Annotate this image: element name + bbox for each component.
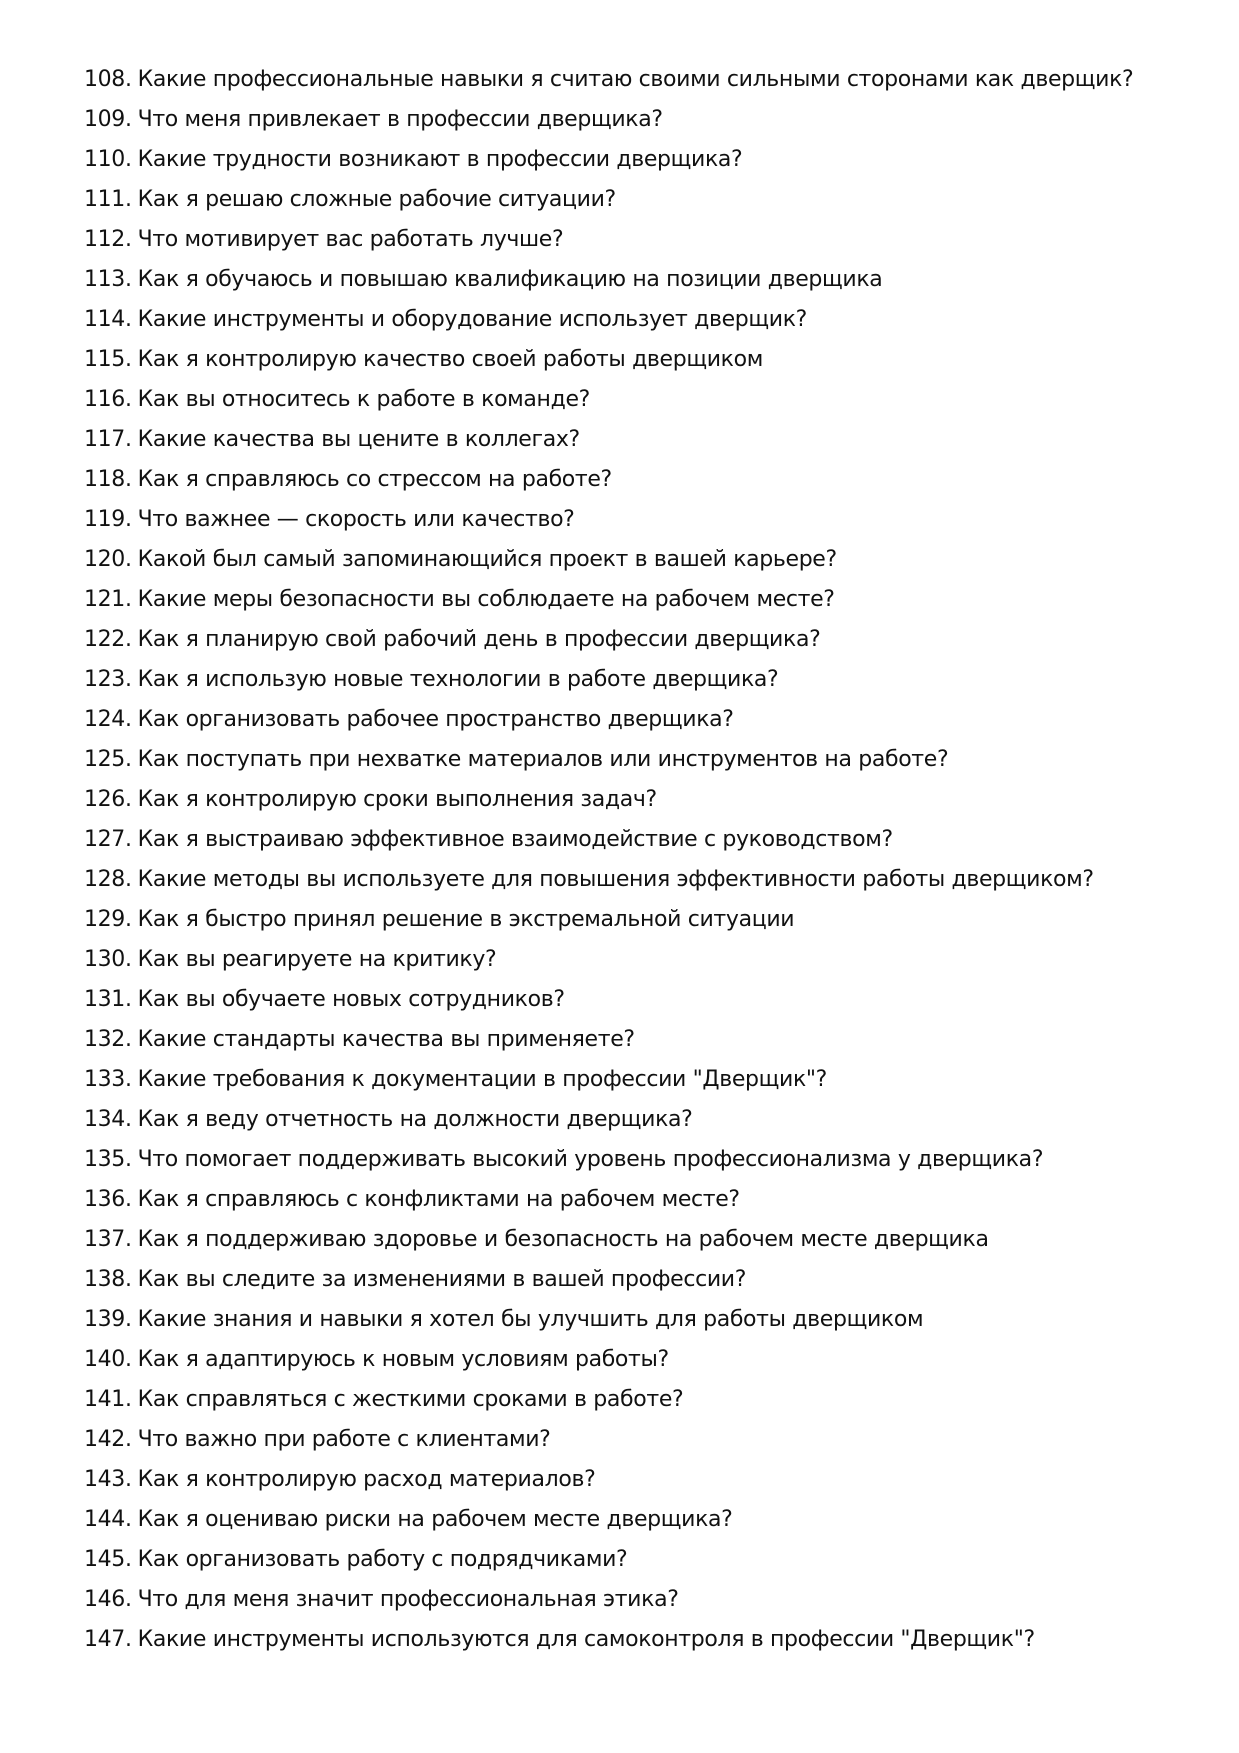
- list-item: [84, 780, 1184, 820]
- question-number: 118.: [84, 467, 132, 492]
- question-text: Как я выстраиваю эффективное взаимодействие с руководством?: [137, 827, 893, 852]
- question-number: 130.: [84, 947, 132, 972]
- question-text: Как справляться с жесткими сроками в работе?: [137, 1387, 684, 1412]
- question-text: Как вы реагируете на критику?: [137, 947, 497, 972]
- list-item: [84, 940, 1184, 980]
- list-item: [84, 700, 1184, 740]
- list-item: [84, 140, 1184, 180]
- question-number: 116.: [84, 387, 132, 412]
- list-item: [84, 1380, 1184, 1420]
- question-text: Какие трудности возникают в профессии дверщика?: [137, 147, 743, 172]
- question-number: 144.: [84, 1507, 132, 1532]
- question-text: Как вы относитесь к работе в команде?: [137, 387, 590, 412]
- question-text: Какие меры безопасности вы соблюдаете на рабочем месте?: [137, 587, 835, 612]
- question-text: Как я решаю сложные рабочие ситуации?: [137, 187, 616, 212]
- question-number: 138.: [84, 1267, 132, 1292]
- question-number: 114.: [84, 307, 132, 332]
- question-text: Что мотивирует вас работать лучше?: [137, 227, 564, 252]
- question-number: 117.: [84, 427, 132, 452]
- question-number: 121.: [84, 587, 132, 612]
- question-text: Какие инструменты используются для самоконтроля в профессии "Дверщик"?: [137, 1627, 1035, 1652]
- question-text: Что для меня значит профессиональная этика?: [137, 1587, 679, 1612]
- question-number: 125.: [84, 747, 132, 772]
- question-number: 133.: [84, 1067, 132, 1092]
- question-text: Какие требования к документации в профессии "Дверщик"?: [137, 1067, 828, 1092]
- list-item: [84, 1220, 1184, 1260]
- question-text: Как я адаптируюсь к новым условиям работы?: [137, 1347, 669, 1372]
- question-number: 124.: [84, 707, 132, 732]
- list-item: [84, 900, 1184, 940]
- list-item: [84, 260, 1184, 300]
- question-text: Как я использую новые технологии в работе дверщика?: [137, 667, 779, 692]
- list-item: [84, 740, 1184, 780]
- question-number: 122.: [84, 627, 132, 652]
- list-item: [84, 1100, 1184, 1140]
- question-text: Какие методы вы используете для повышения эффективности работы дверщиком?: [137, 867, 1094, 892]
- question-number: 112.: [84, 227, 132, 252]
- question-text: Как я справляюсь с конфликтами на рабочем месте?: [137, 1187, 740, 1212]
- list-item: [84, 220, 1184, 260]
- list-item: [84, 1540, 1184, 1580]
- question-number: 140.: [84, 1347, 132, 1372]
- list-item: [84, 1340, 1184, 1380]
- question-number: 120.: [84, 547, 132, 572]
- list-item: [84, 1620, 1184, 1660]
- question-text: Как вы следите за изменениями в вашей профессии?: [137, 1267, 747, 1292]
- question-text: Что важнее — скорость или качество?: [137, 507, 575, 532]
- question-list: [84, 60, 1184, 1660]
- question-number: 143.: [84, 1467, 132, 1492]
- question-text: Какие инструменты и оборудование использует дверщик?: [137, 307, 807, 332]
- question-text: Как я обучаюсь и повышаю квалификацию на позиции дверщика: [137, 267, 883, 292]
- question-text: Как вы обучаете новых сотрудников?: [137, 987, 565, 1012]
- list-item: [84, 60, 1184, 100]
- question-number: 108.: [84, 67, 132, 92]
- question-number: 137.: [84, 1227, 132, 1252]
- question-text: Как я контролирую расход материалов?: [137, 1467, 596, 1492]
- list-item: [84, 100, 1184, 140]
- question-number: 128.: [84, 867, 132, 892]
- list-item: [84, 180, 1184, 220]
- question-number: 126.: [84, 787, 132, 812]
- question-number: 115.: [84, 347, 132, 372]
- list-item: [84, 1300, 1184, 1340]
- question-number: 141.: [84, 1387, 132, 1412]
- question-text: Как организовать работу с подрядчиками?: [137, 1547, 628, 1572]
- question-text: Как я быстро принял решение в экстремальной ситуации: [137, 907, 795, 932]
- question-text: Как я контролирую сроки выполнения задач?: [137, 787, 657, 812]
- list-item: [84, 980, 1184, 1020]
- list-item: [84, 1020, 1184, 1060]
- question-text: Как я поддерживаю здоровье и безопасность на рабочем месте дверщика: [137, 1227, 989, 1252]
- list-item: [84, 500, 1184, 540]
- question-number: 145.: [84, 1547, 132, 1572]
- question-text: Какой был самый запоминающийся проект в вашей карьере?: [137, 547, 837, 572]
- question-number: 127.: [84, 827, 132, 852]
- list-item: [84, 340, 1184, 380]
- question-text: Какие стандарты качества вы применяете?: [137, 1027, 635, 1052]
- question-number: 113.: [84, 267, 132, 292]
- question-text: Что меня привлекает в профессии дверщика?: [137, 107, 663, 132]
- question-number: 142.: [84, 1427, 132, 1452]
- question-text: Какие знания и навыки я хотел бы улучшить для работы дверщиком: [137, 1307, 924, 1332]
- list-item: [84, 420, 1184, 460]
- list-item: [84, 1140, 1184, 1180]
- question-text: Как поступать при нехватке материалов или инструментов на работе?: [137, 747, 949, 772]
- question-number: 139.: [84, 1307, 132, 1332]
- question-text: Как я веду отчетность на должности дверщика?: [137, 1107, 693, 1132]
- list-item: [84, 1060, 1184, 1100]
- question-text: Как я оцениваю риски на рабочем месте дверщика?: [137, 1507, 733, 1532]
- list-item: [84, 580, 1184, 620]
- list-item: [84, 1580, 1184, 1620]
- question-number: 129.: [84, 907, 132, 932]
- list-item: [84, 380, 1184, 420]
- list-item: [84, 620, 1184, 660]
- question-number: 147.: [84, 1627, 132, 1652]
- list-item: [84, 300, 1184, 340]
- question-text: Что важно при работе с клиентами?: [137, 1427, 551, 1452]
- question-text: Как я справляюсь со стрессом на работе?: [137, 467, 612, 492]
- list-item: [84, 540, 1184, 580]
- question-text: Какие качества вы цените в коллегах?: [137, 427, 580, 452]
- question-number: 135.: [84, 1147, 132, 1172]
- question-number: 111.: [84, 187, 132, 212]
- question-number: 136.: [84, 1187, 132, 1212]
- question-number: 119.: [84, 507, 132, 532]
- question-text: Как организовать рабочее пространство дверщика?: [137, 707, 734, 732]
- list-item: [84, 1260, 1184, 1300]
- list-item: [84, 1420, 1184, 1460]
- question-text: Как я планирую свой рабочий день в профессии дверщика?: [137, 627, 821, 652]
- question-number: 109.: [84, 107, 132, 132]
- question-number: 146.: [84, 1587, 132, 1612]
- question-number: 134.: [84, 1107, 132, 1132]
- question-number: 123.: [84, 667, 132, 692]
- question-number: 131.: [84, 987, 132, 1012]
- list-item: [84, 1180, 1184, 1220]
- question-text: Какие профессиональные навыки я считаю своими сильными сторонами как дверщик?: [137, 67, 1134, 92]
- list-item: [84, 1500, 1184, 1540]
- list-item: [84, 820, 1184, 860]
- question-text: Как я контролирую качество своей работы дверщиком: [137, 347, 763, 372]
- list-item: [84, 1460, 1184, 1500]
- question-number: 110.: [84, 147, 132, 172]
- list-item: [84, 660, 1184, 700]
- list-item: [84, 860, 1184, 900]
- question-number: 132.: [84, 1027, 132, 1052]
- question-text: Что помогает поддерживать высокий уровень профессионализма у дверщика?: [137, 1147, 1044, 1172]
- list-item: [84, 460, 1184, 500]
